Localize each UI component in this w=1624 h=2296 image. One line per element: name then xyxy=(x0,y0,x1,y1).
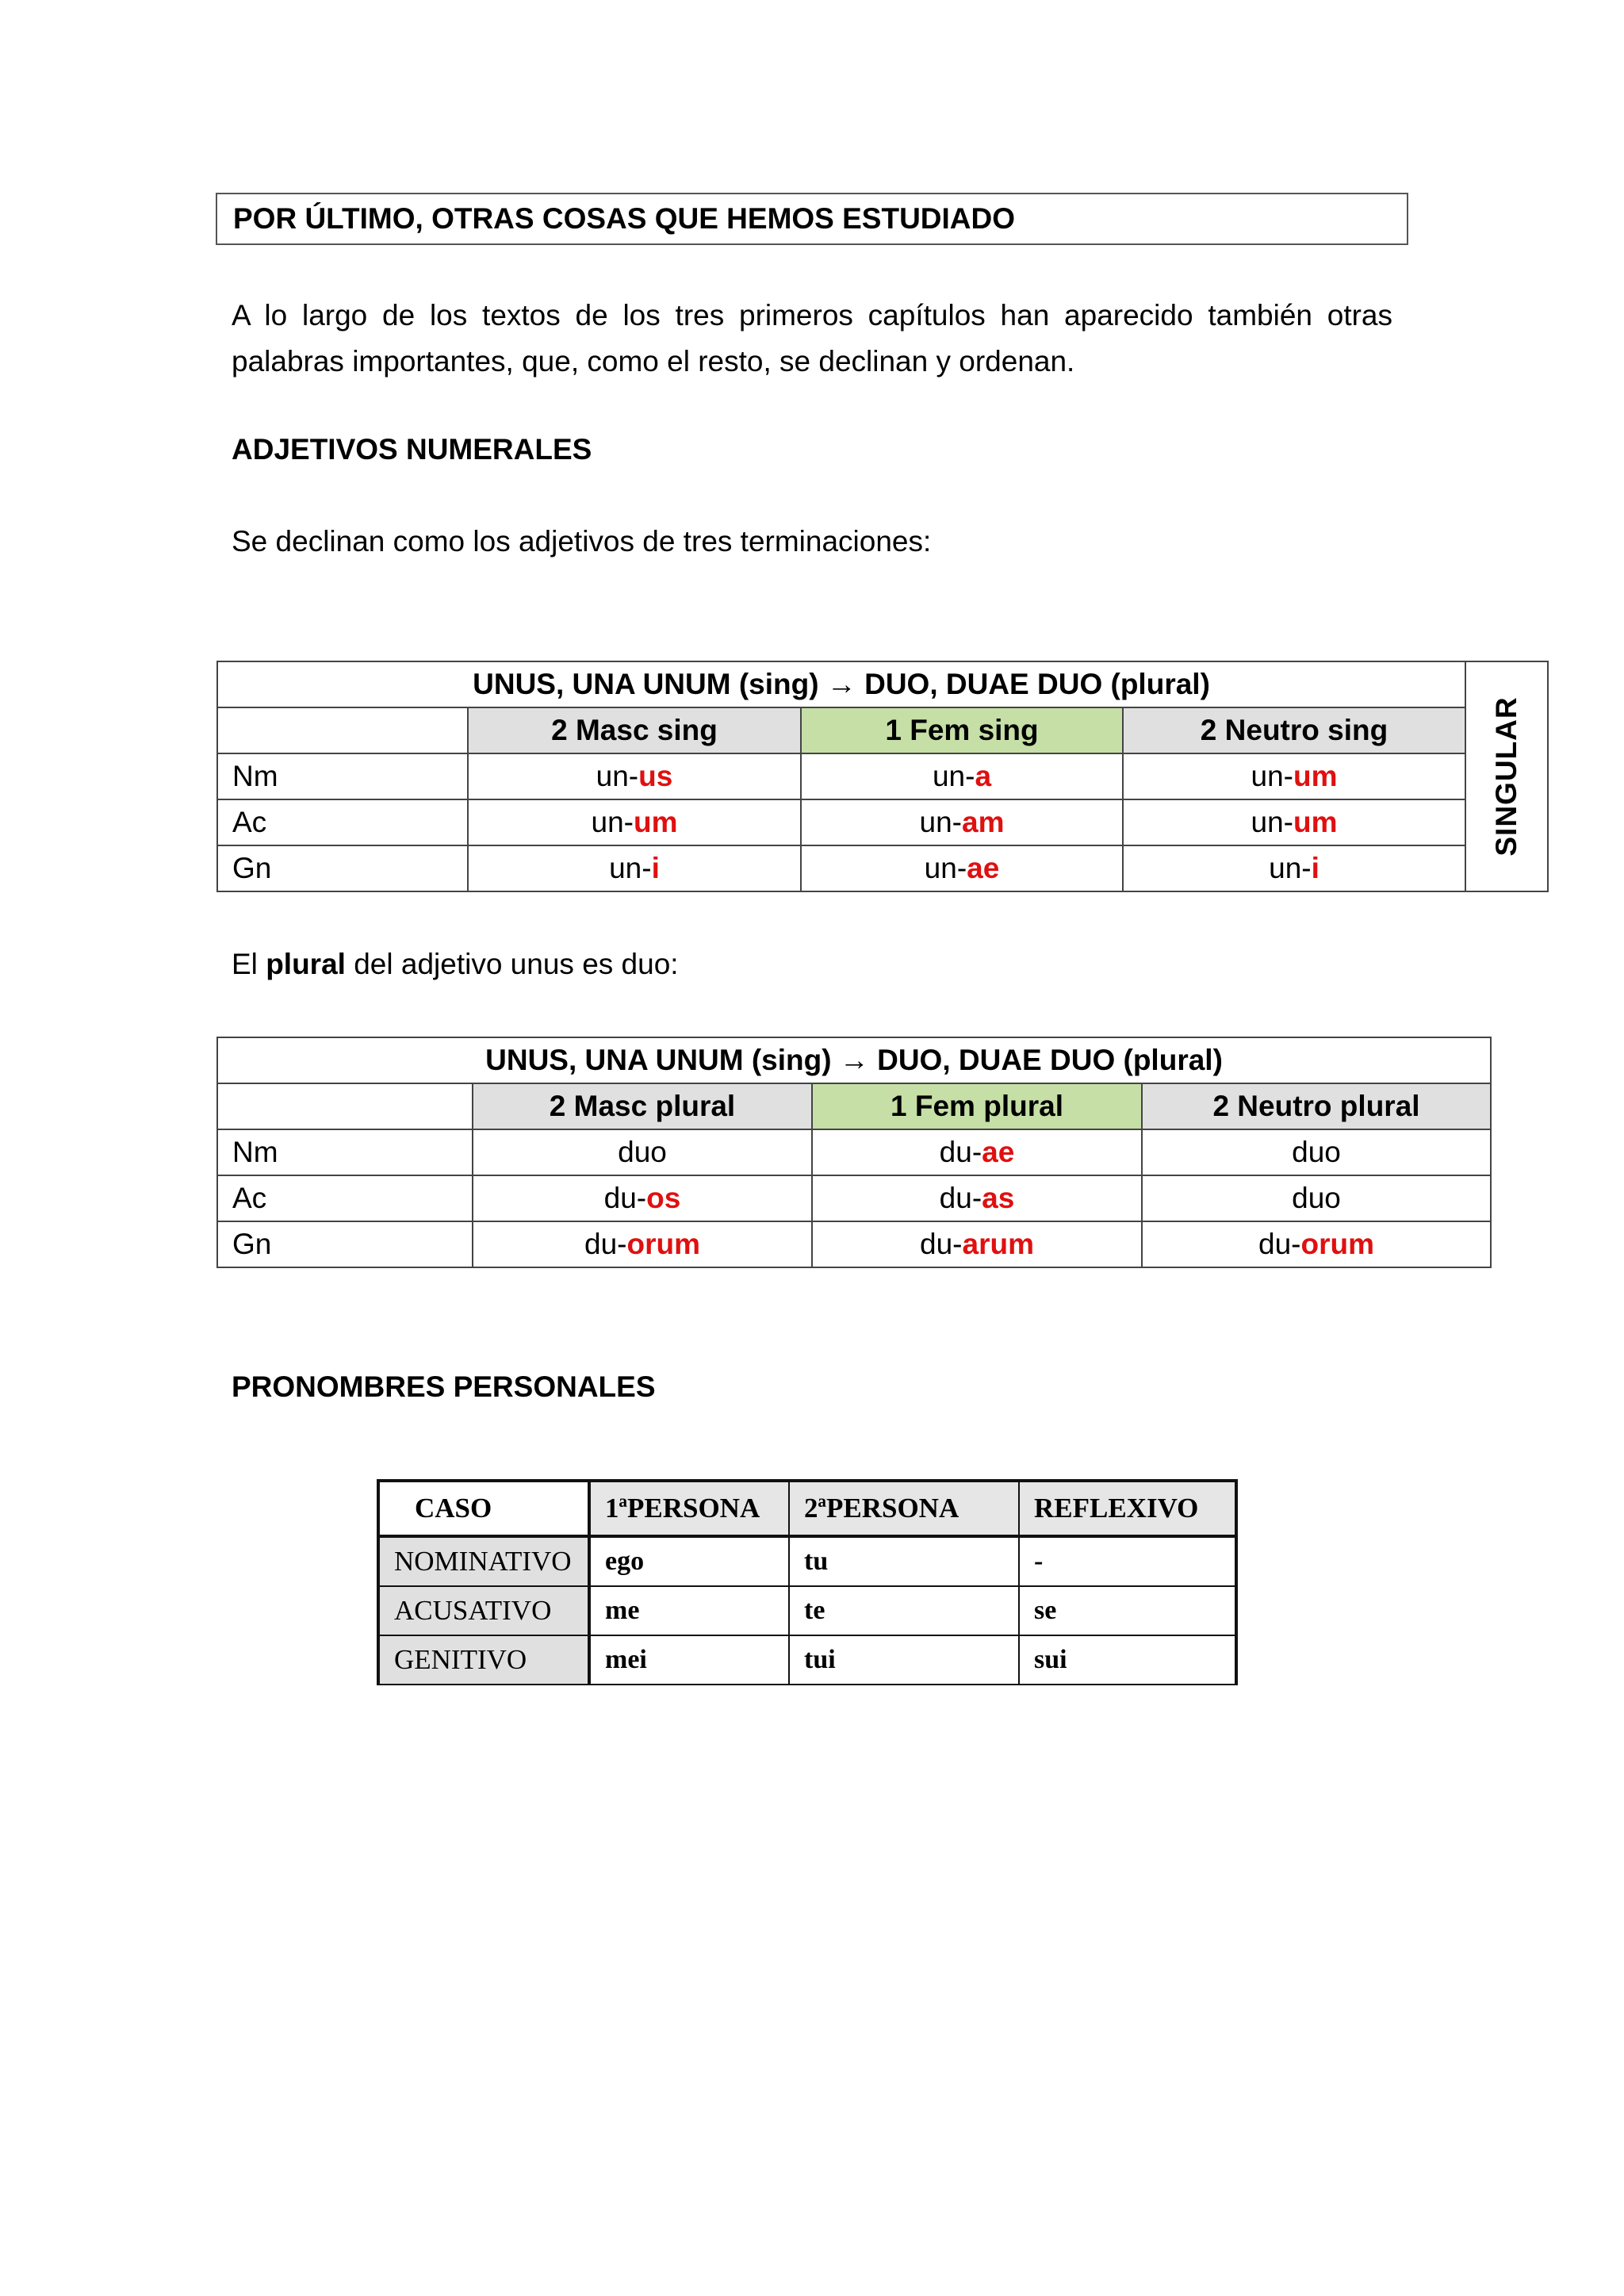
stem: du- xyxy=(1258,1228,1301,1260)
section-heading-box: POR ÚLTIMO, OTRAS COSAS QUE HEMOS ESTUDIADO xyxy=(216,193,1408,245)
table-row xyxy=(217,1221,1491,1267)
stem: du- xyxy=(603,1182,647,1214)
case-label: Gn xyxy=(217,1221,473,1267)
form-cell xyxy=(1142,1175,1491,1221)
form-cell xyxy=(468,753,801,799)
form-cell xyxy=(812,1221,1142,1267)
case-label: NOMINATIVO xyxy=(378,1536,589,1586)
table-row xyxy=(217,753,1548,799)
pronoun-cell: mei xyxy=(589,1635,789,1685)
case-label: Ac xyxy=(217,799,468,845)
stem: un- xyxy=(596,760,639,792)
header-neutro: 2 Neutro plural xyxy=(1142,1083,1491,1129)
form-cell xyxy=(1142,1221,1491,1267)
header-2a-persona: 2ªPERSONA xyxy=(789,1481,1019,1536)
ending: os xyxy=(646,1182,681,1214)
singular-declension-table xyxy=(216,661,1549,892)
plural-sentence-bold: plural xyxy=(266,948,346,980)
pronoun-cell: tu xyxy=(789,1536,1019,1586)
form-cell xyxy=(812,1175,1142,1221)
stem: un- xyxy=(1269,852,1312,884)
ending: am xyxy=(962,806,1005,838)
case-label: Nm xyxy=(217,1129,473,1175)
ending: i xyxy=(1311,852,1320,884)
stem: duo xyxy=(1292,1136,1341,1168)
pronoun-cell: - xyxy=(1019,1536,1236,1586)
form-cell xyxy=(1142,1129,1491,1175)
form-cell xyxy=(801,799,1123,845)
case-label: Gn xyxy=(217,845,468,891)
header-neutro: 2 Neutro sing xyxy=(1123,707,1465,753)
pronoun-cell: me xyxy=(589,1586,789,1635)
table-title: UNUS, UNA UNUM (sing) → DUO, DUAE DUO (plural) xyxy=(217,1037,1491,1083)
table-row xyxy=(217,1175,1491,1221)
pronoun-cell: se xyxy=(1019,1586,1236,1635)
header-fem: 1 Fem plural xyxy=(812,1083,1142,1129)
case-label: ACUSATIVO xyxy=(378,1586,589,1635)
stem: du- xyxy=(939,1182,982,1214)
ending: ae xyxy=(967,852,1000,884)
ending: orum xyxy=(626,1228,700,1260)
form-cell xyxy=(473,1129,812,1175)
ending: as xyxy=(982,1182,1015,1214)
form-cell xyxy=(1123,799,1465,845)
ending: um xyxy=(633,806,678,838)
form-cell xyxy=(473,1175,812,1221)
section-title-numerales: ADJETIVOS NUMERALES xyxy=(232,433,592,466)
plural-sentence-post: del adjetivo unus es duo: xyxy=(345,948,679,980)
ending: i xyxy=(651,852,660,884)
intro-paragraph: A lo largo de los textos de los tres primeros capítulos han aparecido también otras palabras importantes, que, como el resto, se declinan y ordenan. xyxy=(232,299,1392,378)
stem: du- xyxy=(584,1228,627,1260)
stem: un- xyxy=(1251,806,1293,838)
empty-header-cell xyxy=(217,707,468,753)
table-row xyxy=(378,1635,1236,1685)
ending: ae xyxy=(982,1136,1015,1168)
form-cell xyxy=(801,753,1123,799)
ending: us xyxy=(638,760,673,792)
singular-side-label-cell xyxy=(1465,661,1548,891)
header-fem: 1 Fem sing xyxy=(801,707,1123,753)
stem: du- xyxy=(939,1136,982,1168)
ending: a xyxy=(975,760,992,792)
form-cell xyxy=(1123,845,1465,891)
table-row xyxy=(217,799,1548,845)
plural-sentence-pre: El xyxy=(232,948,266,980)
ending: arum xyxy=(962,1228,1034,1260)
ending: um xyxy=(1293,806,1338,838)
plural-declension-table xyxy=(216,1037,1492,1268)
ending: um xyxy=(1293,760,1338,792)
table-title: UNUS, UNA UNUM (sing) → DUO, DUAE DUO (plural) xyxy=(217,661,1465,707)
stem: un- xyxy=(924,852,967,884)
form-cell xyxy=(801,845,1123,891)
table-row xyxy=(217,845,1548,891)
form-cell xyxy=(468,799,801,845)
pronoun-cell: ego xyxy=(589,1536,789,1586)
header-masc: 2 Masc sing xyxy=(468,707,801,753)
empty-header-cell xyxy=(217,1083,473,1129)
pronoun-cell: te xyxy=(789,1586,1019,1635)
stem: du- xyxy=(920,1228,963,1260)
form-cell xyxy=(1123,753,1465,799)
header-caso: CASO xyxy=(378,1481,589,1536)
case-label: Ac xyxy=(217,1175,473,1221)
table-row xyxy=(217,1129,1491,1175)
ending: orum xyxy=(1300,1228,1374,1260)
header-masc: 2 Masc plural xyxy=(473,1083,812,1129)
singular-side-label: SINGULAR xyxy=(1490,696,1523,857)
stem: duo xyxy=(618,1136,667,1168)
form-cell xyxy=(468,845,801,891)
pronouns-table xyxy=(377,1479,1238,1685)
header-1a-persona: 1ªPERSONA xyxy=(589,1481,789,1536)
form-cell xyxy=(473,1221,812,1267)
pronoun-cell: sui xyxy=(1019,1635,1236,1685)
table-row xyxy=(378,1536,1236,1586)
stem: un- xyxy=(919,806,962,838)
stem: un- xyxy=(591,806,634,838)
stem: duo xyxy=(1292,1182,1341,1214)
table-row xyxy=(378,1586,1236,1635)
stem: un- xyxy=(1251,760,1293,792)
section-title-pronombres: PRONOMBRES PERSONALES xyxy=(232,1370,656,1403)
header-reflexivo: REFLEXIVO xyxy=(1019,1481,1236,1536)
numerales-description: Se declinan como los adjetivos de tres terminaciones: xyxy=(232,525,932,558)
plural-sentence xyxy=(232,948,679,981)
form-cell xyxy=(812,1129,1142,1175)
stem: un- xyxy=(932,760,975,792)
case-label: GENITIVO xyxy=(378,1635,589,1685)
case-label: Nm xyxy=(217,753,468,799)
stem: un- xyxy=(609,852,652,884)
pronoun-cell: tui xyxy=(789,1635,1019,1685)
